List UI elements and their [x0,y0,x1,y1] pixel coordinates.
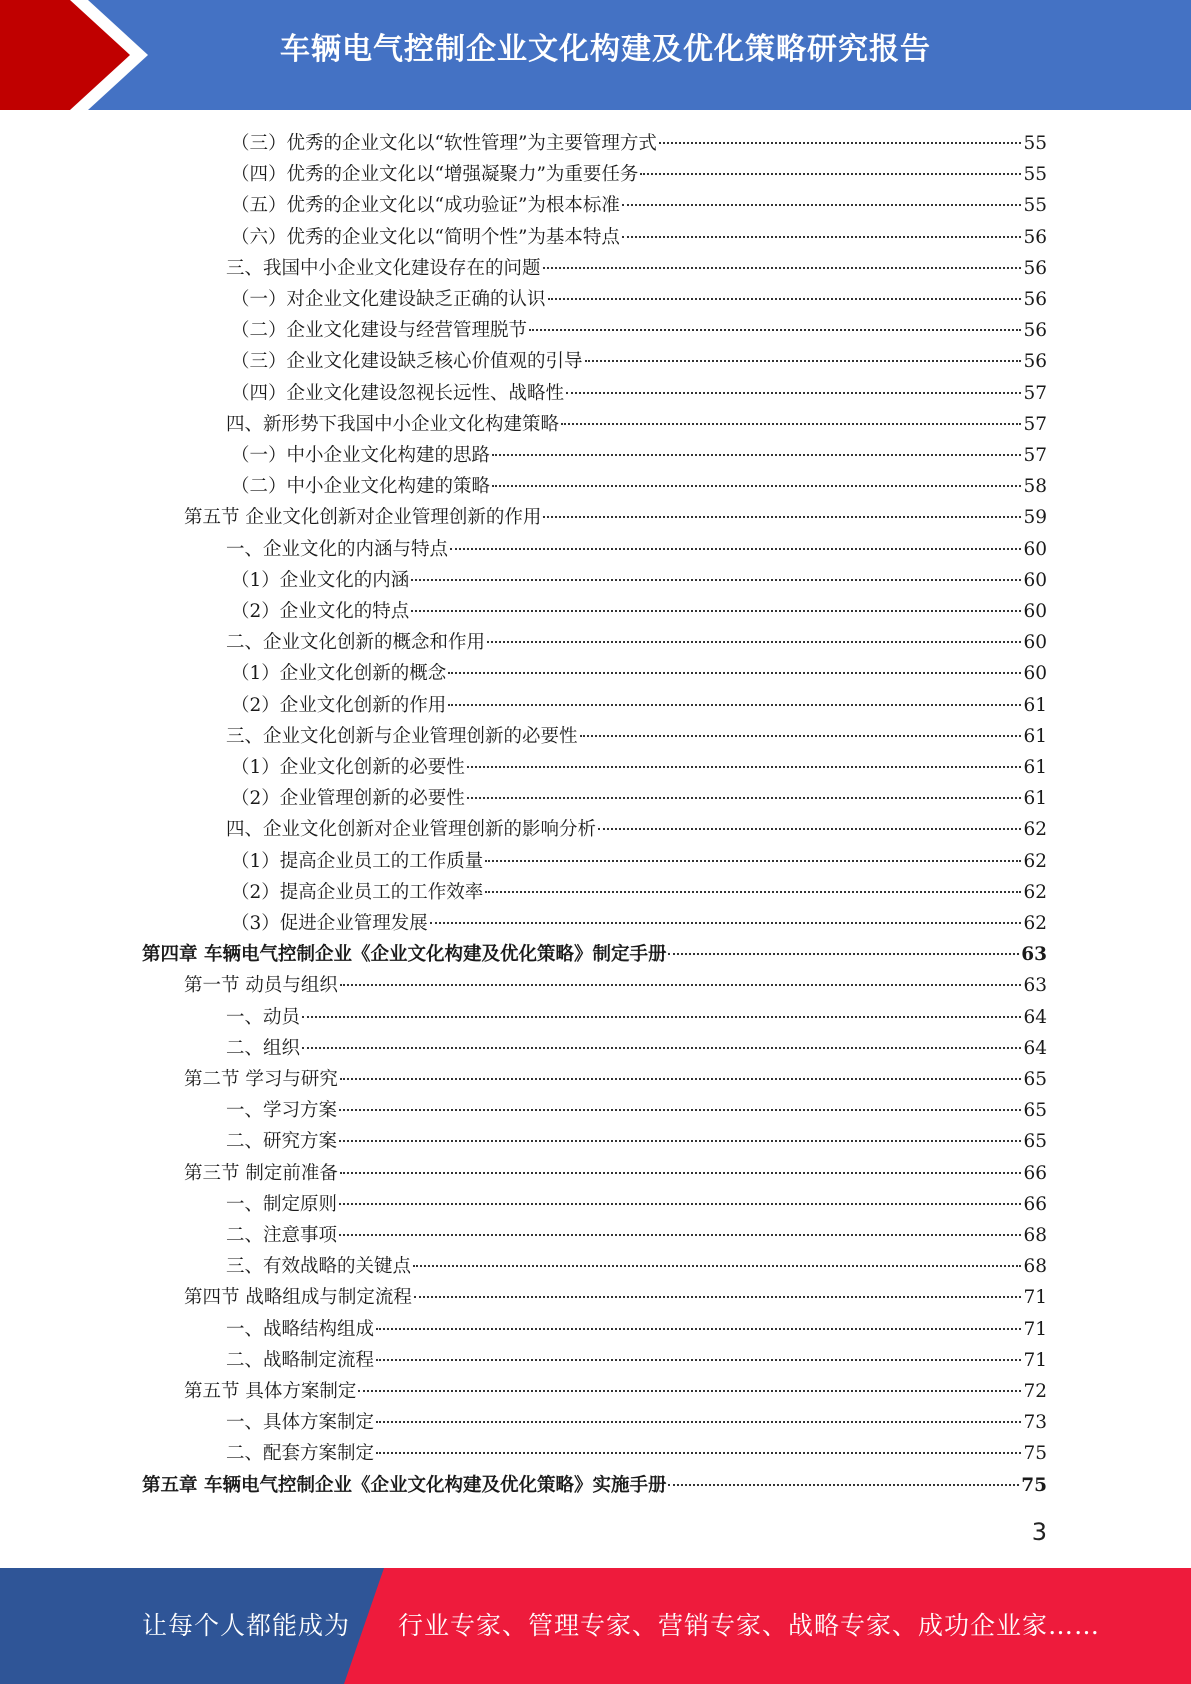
toc-dot-leader [339,1203,1021,1205]
toc-dot-leader [302,1016,1021,1018]
toc-entry-title: （四）优秀的企业文化以“增强凝聚力”为重要任务 [231,164,639,186]
toc-dot-leader [340,984,1022,986]
toc-entry[interactable] [226,627,1047,658]
toc-entry[interactable] [226,1220,1047,1251]
toc-dot-leader [487,641,1021,643]
toc-entry[interactable] [226,1438,1047,1469]
toc-dot-leader [339,1234,1021,1236]
toc-entry-title: 二、研究方案 [226,1131,338,1153]
toc-entry[interactable] [226,534,1047,565]
toc-entry-page: 57 [1023,445,1047,466]
toc-dot-leader [448,672,1021,674]
toc-entry-title: 一、学习方案 [226,1100,338,1122]
toc-entry-page: 68 [1023,1225,1047,1246]
toc-dot-leader [492,485,1021,487]
toc-entry[interactable] [226,1345,1047,1376]
toc-dot-leader [339,1109,1021,1111]
toc-entry-title: 三、企业文化创新与企业管理创新的必要性 [226,725,578,747]
toc-entry[interactable] [231,346,1047,377]
toc-entry[interactable] [226,1033,1047,1064]
toc-entry-title: 四、企业文化创新对企业管理创新的影响分析 [226,819,597,841]
toc-entry-title: （2）企业管理创新的必要性 [231,788,465,810]
toc-entry-title: （二）中小企业文化构建的策略 [231,476,491,498]
toc-entry-page: 64 [1023,1006,1047,1028]
page-header [0,0,1191,110]
toc-entry[interactable] [231,190,1047,221]
toc-dot-leader [340,1172,1022,1174]
toc-dot-leader [659,142,1022,144]
toc-entry-page: 66 [1023,1162,1047,1184]
toc-dot-leader [430,922,1022,924]
toc-entry-page: 56 [1023,320,1047,342]
toc-entry-page: 58 [1023,476,1047,498]
toc-entry-page: 60 [1023,538,1047,560]
toc-entry[interactable] [231,877,1047,908]
toc-entry-title: （二）企业文化建设与经营管理脱节 [231,320,528,342]
toc-dot-leader [411,610,1021,612]
toc-entry[interactable] [184,1376,1047,1407]
toc-entry-title: （三）优秀的企业文化以“软性管理”为主要管理方式 [231,133,657,154]
toc-entry-page: 61 [1023,757,1047,778]
toc-entry-title: （六）优秀的企业文化以“简明个性”为基本特点 [231,226,620,248]
toc-entry-page: 57 [1023,413,1047,435]
toc-dot-leader [358,1390,1021,1392]
toc-dot-leader [585,360,1022,362]
toc-dot-leader [543,516,1021,518]
toc-entry[interactable] [231,315,1047,346]
toc-entry-title: （2）提高企业员工的工作效率 [231,881,484,903]
toc-entry-title: 一、动员 [226,1006,301,1028]
toc-dot-leader [492,454,1021,456]
toc-entry-title: 第一节 动员与组织 [184,975,338,997]
toc-entry[interactable] [231,752,1047,783]
toc-entry[interactable] [226,1314,1047,1345]
toc-dot-leader [448,704,1021,706]
toc-entry-title: 二、组织 [226,1037,301,1059]
toc-entry-page: 62 [1023,819,1047,841]
toc-entry-title: 第二节 学习与研究 [184,1069,338,1090]
toc-entry-page: 71 [1023,1287,1047,1309]
toc-entry[interactable] [226,1095,1047,1126]
toc-entry-title: 一、制定原则 [226,1193,338,1215]
toc-entry-page: 56 [1023,226,1047,248]
toc-entry[interactable] [142,939,1047,970]
toc-dot-leader [450,548,1021,550]
toc-entry-title: （1）企业文化的内涵 [231,569,410,591]
toc-dot-leader [529,329,1021,331]
toc-dot-leader [561,423,1021,425]
toc-entry-page: 61 [1023,694,1047,716]
toc-entry-page: 63 [1021,944,1047,966]
toc-entry-title: 第四章 车辆电气控制企业《企业文化构建及优化策略》制定手册 [142,944,667,966]
toc-entry-page: 60 [1023,569,1047,591]
toc-entry[interactable] [226,409,1047,440]
toc-entry-page: 60 [1023,663,1047,685]
toc-dot-leader [376,1359,1021,1361]
toc-entry-page: 68 [1023,1256,1047,1278]
toc-entry-title: 第五节 具体方案制定 [184,1381,357,1402]
toc-entry[interactable] [226,814,1047,845]
toc-entry[interactable] [231,128,1047,159]
toc-dot-leader [543,267,1022,269]
toc-entry-title: （2）企业文化创新的作用 [231,694,447,716]
toc-entry-page: 56 [1023,289,1047,310]
toc-dot-leader [340,1078,1022,1080]
toc-entry-title: （一）对企业文化建设缺乏正确的认识 [231,289,546,310]
toc-dot-leader [548,298,1022,300]
toc-entry-title: （1）企业文化创新的必要性 [231,757,465,778]
toc-entry[interactable] [226,1189,1047,1220]
document-title: 车辆电气控制企业文化构建及优化策略研究报告 [280,32,931,67]
toc-entry[interactable] [231,596,1047,627]
toc-entry-page: 59 [1023,507,1047,529]
toc-entry[interactable] [231,658,1047,689]
toc-entry-title: 一、战略结构组成 [226,1318,375,1340]
toc-entry-page: 57 [1023,382,1047,404]
toc-entry-title: 三、我国中小企业文化建设存在的问题 [226,257,541,279]
toc-entry[interactable] [184,970,1047,1001]
toc-entry-title: 一、具体方案制定 [226,1412,375,1434]
toc-entry[interactable] [231,783,1047,814]
toc-entry[interactable] [226,1126,1047,1157]
page-number: 3 [1031,1518,1047,1546]
toc-entry[interactable] [231,378,1047,409]
toc-entry-page: 71 [1023,1318,1047,1340]
toc-entry[interactable] [226,721,1047,752]
toc-entry[interactable] [231,471,1047,502]
page-footer [0,1568,1191,1684]
toc-entry[interactable] [226,1407,1047,1438]
toc-entry-page: 71 [1023,1349,1047,1371]
toc-entry-title: （五）优秀的企业文化以“成功验证”为根本标准 [231,195,620,217]
toc-entry-page: 64 [1023,1037,1047,1059]
footer-slogan-left: 让每个人都能成为 [142,1611,351,1640]
toc-entry[interactable] [231,690,1047,721]
toc-entry[interactable] [231,222,1047,253]
toc-entry-page: 75 [1023,1443,1047,1465]
toc-entry[interactable] [184,1282,1047,1313]
toc-entry-title: 第四节 战略组成与制定流程 [184,1287,412,1309]
toc-entry[interactable] [226,1002,1047,1033]
toc-dot-leader [580,735,1022,737]
toc-entry-page: 65 [1023,1069,1047,1090]
toc-dot-leader [467,766,1022,768]
toc-entry-page: 73 [1023,1412,1047,1434]
toc-entry-page: 61 [1023,725,1047,747]
toc-dot-leader [414,1296,1022,1298]
toc-entry[interactable] [231,440,1047,471]
toc-entry-title: （3）促进企业管理发展 [231,913,428,934]
toc-dot-leader [668,1484,1019,1486]
toc-entry-title: （三）企业文化建设缺乏核心价值观的引导 [231,351,583,373]
toc-entry-page: 56 [1023,257,1047,279]
toc-dot-leader [413,1265,1021,1267]
toc-dot-leader [566,392,1021,394]
toc-entry-page: 75 [1021,1474,1047,1496]
toc-entry-title: （一）中小企业文化构建的思路 [231,445,491,466]
toc-entry-page: 65 [1023,1100,1047,1122]
toc-dot-leader [339,1140,1021,1142]
toc-dot-leader [640,173,1021,175]
toc-dot-leader [668,953,1019,955]
toc-entry-title: 三、有效战略的关键点 [226,1256,412,1278]
toc-dot-leader [485,860,1021,862]
toc-entry-page: 55 [1023,133,1047,154]
toc-entry[interactable] [231,284,1047,315]
toc-entry[interactable] [184,1064,1047,1095]
toc-entry-title: （2）企业文化的特点 [231,601,410,622]
toc-entry[interactable] [184,1158,1047,1189]
toc-entry-title: 一、企业文化的内涵与特点 [226,538,449,560]
toc-entry-page: 61 [1023,788,1047,810]
toc-entry-page: 60 [1023,601,1047,622]
toc-entry-page: 55 [1023,195,1047,217]
toc-entry-title: 二、注意事项 [226,1225,338,1246]
toc-dot-leader [622,236,1022,238]
toc-entry-page: 66 [1023,1193,1047,1215]
toc-dot-leader [622,204,1022,206]
toc-entry-title: 二、战略制定流程 [226,1349,375,1371]
toc-entry[interactable] [231,159,1047,190]
toc-entry[interactable] [231,908,1047,939]
toc-dot-leader [376,1452,1021,1454]
toc-entry-page: 72 [1023,1381,1047,1402]
toc-entry-page: 60 [1023,632,1047,654]
toc-entry-title: 第三节 制定前准备 [184,1162,338,1184]
toc-entry[interactable] [142,1470,1047,1501]
toc-dot-leader [376,1421,1021,1423]
toc-entry-title: 二、配套方案制定 [226,1443,375,1465]
toc-entry-title: （1）提高企业员工的工作质量 [231,850,484,872]
toc-entry-title: 第五节 企业文化创新对企业管理创新的作用 [184,507,542,529]
toc-entry-title: 第五章 车辆电气控制企业《企业文化构建及优化策略》实施手册 [142,1474,667,1496]
toc-dot-leader [598,828,1021,830]
toc-dot-leader [467,797,1022,799]
toc-entry-page: 55 [1023,164,1047,186]
toc-entry-page: 63 [1023,975,1047,997]
toc-dot-leader [376,1328,1021,1330]
toc-entry-page: 65 [1023,1131,1047,1153]
toc-entry-page: 62 [1023,881,1047,903]
toc-entry-page: 56 [1023,351,1047,373]
toc-entry[interactable] [231,846,1047,877]
toc-entry-title: 四、新形势下我国中小企业文化构建策略 [226,413,560,435]
toc-entry[interactable] [226,253,1047,284]
footer-slogan-right: 行业专家、管理专家、营销专家、战略专家、成功企业家…… [398,1611,1101,1640]
toc-entry-page: 62 [1023,850,1047,872]
toc-entry[interactable] [184,502,1047,533]
toc-entry[interactable] [231,565,1047,596]
toc-dot-leader [302,1047,1021,1049]
toc-entry-title: （四）企业文化建设忽视长远性、战略性 [231,382,565,404]
toc-entry-title: 二、企业文化创新的概念和作用 [226,632,486,654]
toc-entry-title: （1）企业文化创新的概念 [231,663,447,685]
toc-dot-leader [485,891,1021,893]
toc-dot-leader [411,579,1021,581]
toc-entry[interactable] [226,1251,1047,1282]
toc-entry-page: 62 [1023,913,1047,934]
